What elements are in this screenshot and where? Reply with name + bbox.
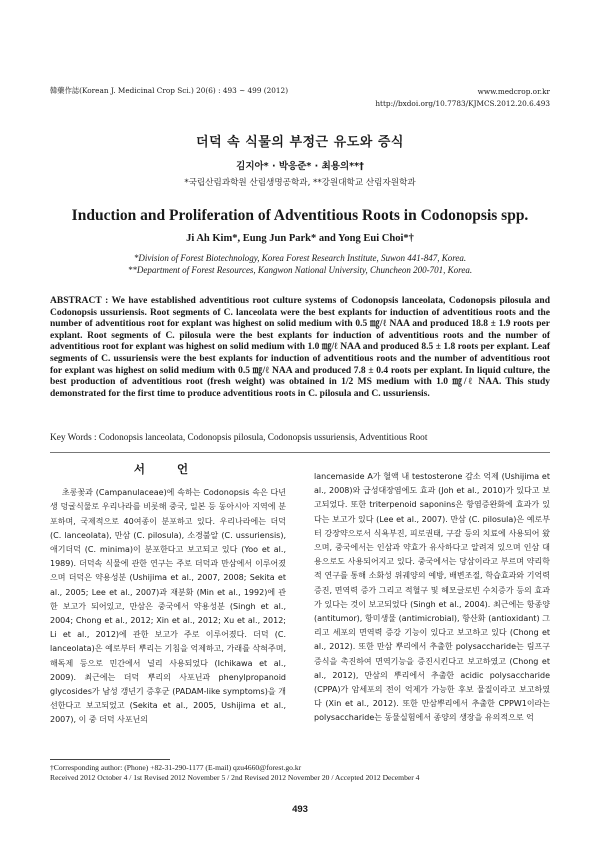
korean-affiliation: *국립산림과학원 산림생명공학과, **강원대학교 산림자원학과 [184, 178, 416, 188]
korean-authors: 김지아* · 박응준* · 최용의**† [236, 161, 364, 172]
introduction-paragraph: 초롱꽃과 (Campanulaceae)에 속하는 Codonopsis 속은 다년생 덩굴식물로 우리나라를 비롯해 중국, 일본 등 동아시아 지역에 분포하며, 국제적으로 40여종이 분포하고 있다. 우리나라에는 더덕 (C. lanceolata), 만삼 (C. pilosula), 소경불알 (C. ussuriensis), 애기더덕 (C. minima)이 분포한다고 보고되고 있다 (Yoo et al., 1989). 더덕속 식물에 관한 연구는 주로 더덕과 만삼에서 이루어졌으며 더덕은 약용성분 (Ushijima et al., 2007, 2008; Sekita et al., 2005; Lee et al., 2007)과 재분화 (Min et al., 1992)에 관한 보고가 되어있고, 만삼은 중국에서 약용성분 (Singh et al., 2004; Chong et al., 2012; Xin et al., 2012; Xu et al., 2012; Li et al., 2012)에 관한 보고가 주로 이루어졌다. 더덕 (C. lanceolata)은 예로부터 뿌리는 기침을 억제하고, 가래를 삭혀주며, 해독제 등으로 민간에서 널리 사용되었다 (Ichikawa et al., 2009). 최근에는 더덕 뿌리의 사포닌과 phenylpropanoid glycosides가 남성 갱년기 증후군 (PADAM-like symptoms)을 개선한다고 보고되었고 (Sekita et al., 2005, Ushijima et al., 2007), 이 중 더덕 사포닌의 [50, 488, 286, 725]
korean-title: 더덕 속 식물의 부정근 유도와 증식 [196, 135, 404, 150]
footnote-divider [50, 759, 170, 760]
introduction-heading: 서 언 [133, 462, 203, 476]
abstract: ABSTRACT : We have established adventitious root culture systems of Codonopsis lanceolata, Codonopsis pilosula and Codonopsis ussuriensis. Root segments of C. lanceolata were the best explants for induction of adventitious roots and the number of adventitious root for explant was highest on solid medium with 0.5 ㎎/ℓ NAA and produced 18.8 ± 1.9 roots per explant. Root segments of C. pilosula were the best explants for induction of adventitious roots and the number of adventitious root for explant was highest on solid medium with 1.0 ㎎/ℓ NAA and produced 8.5 ± 1.8 roots per explant. Leaf segments of C. ussuriensis were the best explants for induction of adventitious roots and the number of adventitious root for explant was highest on solid medium with 0.5 ㎎/ℓ NAA and produced 7.8 ± 0.4 roots per explant. In liquid culture, the best production of adventitious root (fresh weight) was obtained in 1/2 MS medium with 1.0 ㎎/ℓ NAA. This study demonstrated for the first time to produce adventitious roots in C. pilosula and C. ussuriensis. [50, 296, 550, 399]
body-column-left [50, 462, 286, 728]
journal-links [375, 86, 550, 110]
body-column-right [314, 470, 550, 726]
english-authors: Ji Ah Kim*, Eung Jun Park* and Yong Eui Choi*† [186, 233, 414, 244]
corresponding-author-note: †Corresponding author: (Phone) +82-31-290-1177 (E-mail) qzu4660@forest.go.kr [50, 763, 302, 772]
keywords: Key Words : Codonopsis lanceolata, Codonopsis pilosula, Codonopsis ussuriensis, Adventitious Root [50, 433, 428, 443]
english-title: Induction and Proliferation of Adventitious Roots in Codonopsis spp. [71, 207, 529, 224]
section-divider [50, 452, 550, 453]
doi-link[interactable]: http://bxdoi.org/10.7783/KJMCS.2012.20.6.493 [375, 99, 550, 108]
journal-website[interactable]: www.medcrop.or.kr [477, 87, 550, 96]
received-dates-note: Received 2012 October 4 / 1st Revised 2012 November 5 / 2nd Revised 2012 November 20 / Accepted 2012 December 4 [50, 773, 420, 782]
english-affiliation-1: *Division of Forest Biotechnology, Korea Forest Research Institute, Suwon 441-847, Korea. [133, 253, 467, 263]
journal-citation: 韓藥作誌(Korean J. Medicinal Crop Sci.) 20(6) : 493 ~ 499 (2012) [50, 86, 289, 95]
page-number: 493 [292, 804, 308, 815]
english-affiliation-2: **Department of Forest Resources, Kangwon National University, Chuncheon 200-701, Korea. [127, 265, 473, 275]
introduction-paragraph-continued: lancemaside A가 혈액 내 testosterone 감소 억제 (Ushijima et al., 2008)와 급성대장염에도 효과 (Joh et al., 2010)가 있다고 보고되었다. 또한 triterpenoid saponins은 항염증완화에 효과가 있다는 보고가 있다 (Lee et al., 2007). 만삼 (C. pilosula)은 예로부터 강장약으로서 식욕부진, 피로권태, 구갈 등의 치료에 사용되어 왔으며, 중국에서는 인삼과 약효가 유사하다고 알려져 있으며 인삼 대용으로도 사용되어지고 있다. 중국에서는 당삼이라고 부르며 약리학적 연구를 통해 소화성 위궤양의 예방, 배변조절, 학습효과와 기억력증진, 면역력 증가 그리고 적혈구 및 헤모글로빈 수치증가 등의 효과가 있다는 것이 보고되었다 (Singh et al., 2004). 최근에는 항종양 (antitumor), 항미생물 (antimicrobial), 항산화 (antioxidant) 그리고 세포의 면역력 증강 기능이 있다고 보고하고 있다 (Chong et al., 2012). 또한 만삼 뿌리에서 추출한 polysaccharide는 림프구 증식을 촉진하여 면역기능을 증진시킨다고 보고하였고 (Chong et al., 2012), 만삼의 뿌리에서 추출한 acidic polysaccharide (CPPA)가 암세포의 전이 억제가 가능한 후보 물질이라고 보고하였다 (Xin et al., 2012). 또한 만삼뿌리에서 추출한 CPPW1이라는 polysaccharide는 동물실험에서 종양의 생장을 유의적으로 억 [314, 472, 550, 723]
